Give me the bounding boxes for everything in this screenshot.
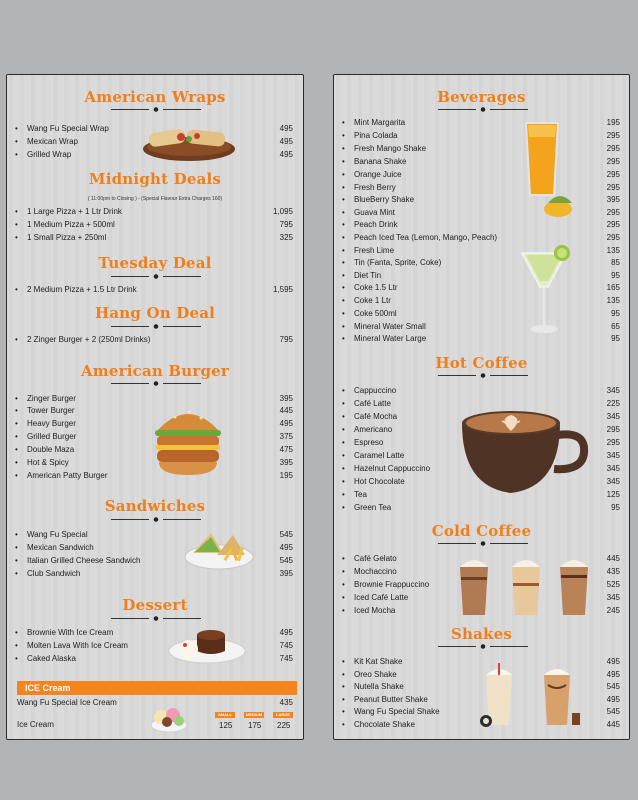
menu-item-label: Ice Cream	[17, 720, 54, 729]
menu-item: • Grilled Wrap 495	[15, 150, 293, 159]
price-large: 225	[277, 721, 291, 730]
menu-item: • Fresh Berry 295	[342, 183, 620, 192]
menu-item: • 2 Medium Pizza + 1.5 Ltr Drink 1,595	[15, 285, 293, 294]
juice-glass-illustration	[520, 119, 576, 225]
menu-item: • Mineral Water Small 65	[342, 322, 620, 331]
menu-item: • Wang Fu Special 545	[15, 530, 293, 539]
ice-cream-header-bar	[17, 681, 297, 695]
section-title-beverages: Beverages	[437, 88, 526, 106]
section-title-shakes: Shakes	[450, 625, 513, 643]
menu-panel-right	[333, 74, 630, 740]
title-flourish	[438, 541, 528, 546]
menu-item: • Mexican Wrap 495	[15, 137, 293, 146]
menu-item: • Guava Mint 295	[342, 208, 620, 217]
menu-item: • Hazelnut Cappuccino 345	[342, 464, 620, 473]
menu-item: • 1 Large Pizza + 1 Ltr Drink 1,095	[15, 207, 293, 216]
section-title-sandwiches: Sandwiches	[104, 497, 206, 515]
menu-item: • Peanut Butter Shake 495	[342, 695, 620, 704]
menu-item: • Italian Grilled Cheese Sandwich 545	[15, 556, 293, 565]
menu-item: • Brownie Frappuccino 525	[342, 580, 620, 589]
menu-item: • Mochaccino 435	[342, 567, 620, 576]
menu-item: • Diet Tin 95	[342, 271, 620, 280]
menu-item: • Caramel Latte 345	[342, 451, 620, 460]
section-title-american-wraps: American Wraps	[84, 88, 226, 106]
menu-item: • Zinger Burger 395	[15, 394, 293, 403]
section-note: ( 11:00pm to Closing ) - (Special Flavour Extra Charges 160)	[87, 196, 223, 202]
menu-item: • Wang Fu Special Shake 545	[342, 707, 620, 716]
section-title-hot-coffee: Hot Coffee	[435, 354, 528, 372]
menu-item: • Café Gelato 445	[342, 554, 620, 563]
section-title-cold-coffee: Cold Coffee	[431, 522, 532, 540]
menu-item: • Grilled Burger 375	[15, 432, 293, 441]
shake-illustration	[480, 663, 584, 729]
size-label-large: LARGE	[273, 712, 293, 718]
sandwich-illustration	[183, 525, 255, 571]
menu-item: • Iced Café Latte 345	[342, 593, 620, 602]
section-title-tuesday-deal: Tuesday Deal	[98, 254, 212, 272]
title-flourish	[438, 373, 528, 378]
title-flourish	[438, 644, 528, 649]
menu-item: • Brownie With Ice Cream 495	[15, 628, 293, 637]
menu-item: • Wang Fu Special Wrap 495	[15, 124, 293, 133]
burger-illustration	[151, 401, 225, 479]
menu-item: • 1 Small Pizza + 250ml 325	[15, 233, 293, 242]
menu-item: • Heavy Burger 495	[15, 419, 293, 428]
menu-item: • Club Sandwich 395	[15, 569, 293, 578]
wrap-illustration	[139, 119, 239, 163]
title-flourish	[438, 107, 528, 112]
menu-item: • Coke 500ml 95	[342, 309, 620, 318]
menu-item: • 1 Medium Pizza + 500ml 795	[15, 220, 293, 229]
menu-item: • Americano 295	[342, 425, 620, 434]
price-medium: 175	[248, 721, 262, 730]
menu-item: • Mexican Sandwich 495	[15, 543, 293, 552]
menu-item: • Banana Shake 295	[342, 157, 620, 166]
section-title-dessert: Dessert	[122, 596, 188, 614]
menu-item: • Pina Colada 295	[342, 131, 620, 140]
menu-item: • Hot & Spicy 395	[15, 458, 293, 467]
coffee-cup-illustration	[458, 409, 590, 499]
menu-item: • Tin (Fanta, Sprite, Coke) 85	[342, 258, 620, 267]
ice-cream-title: ICE Cream	[25, 683, 71, 693]
menu-item: • Fresh Lime 135	[342, 246, 620, 255]
juice-glass-illustration	[518, 239, 574, 339]
menu-item: • Iced Mocha 245	[342, 606, 620, 615]
menu-panel-left	[6, 74, 304, 740]
lava-cake-illustration	[167, 621, 247, 665]
menu-item: • Orange Juice 295	[342, 170, 620, 179]
menu-item: • Green Tea 95	[342, 503, 620, 512]
menu-item: • Oreo Shake 495	[342, 670, 620, 679]
menu-item: • Tower Burger 445	[15, 406, 293, 415]
menu-item: • Café Mocha 345	[342, 412, 620, 421]
menu-item: • Coke 1 Ltr 135	[342, 296, 620, 305]
title-flourish	[111, 517, 201, 522]
section-title-hang-on-deal: Hang On Deal	[94, 304, 216, 322]
menu-item: • Kit Kat Shake 495	[342, 657, 620, 666]
title-flourish	[111, 274, 201, 279]
title-flourish	[111, 107, 201, 112]
title-flourish	[111, 324, 201, 329]
menu-item: • Double Maza 475	[15, 445, 293, 454]
menu-item: • BlueBerry Shake 395	[342, 195, 620, 204]
menu-item: • American Patty Burger 195	[15, 471, 293, 480]
menu-item: • Fresh Mango Shake 295	[342, 144, 620, 153]
menu-item: • Nutella Shake 545	[342, 682, 620, 691]
section-title-midnight-deals: Midnight Deals	[88, 170, 222, 188]
size-label-medium: MEDIUM	[245, 712, 263, 717]
menu-item: • Caked Alaska 745	[15, 654, 293, 663]
ice-cream-illustration	[149, 703, 189, 733]
menu-item: • Peach Iced Tea (Lemon, Mango, Peach) 295	[342, 233, 620, 242]
menu-item: • Cappuccino 345	[342, 386, 620, 395]
menu-item: • Espreso 295	[342, 438, 620, 447]
menu-item: • Coke 1.5 Ltr 165	[342, 283, 620, 292]
cold-coffee-illustration	[456, 553, 596, 619]
price-small: 125	[219, 721, 233, 730]
menu-item: • Molten Lava With Ice Cream 745	[15, 641, 293, 650]
menu-item: Wang Fu Special Ice Cream 435	[17, 698, 293, 707]
menu-item: • Mineral Water Large 95	[342, 334, 620, 343]
menu-item: • Chocolate Shake 445	[342, 720, 620, 729]
menu-item: • Hot Chocolate 345	[342, 477, 620, 486]
menu-item: • Peach Drink 295	[342, 220, 620, 229]
menu-item: • Café Latte 225	[342, 399, 620, 408]
section-title-american-burger: American Burger	[80, 362, 230, 380]
menu-item: • 2 Zinger Burger + 2 (250ml Drinks) 795	[15, 335, 293, 344]
title-flourish	[111, 381, 201, 386]
menu-item: • Tea 125	[342, 490, 620, 499]
menu-item: • Mint Margarita 195	[342, 118, 620, 127]
size-label-small: SMALL	[215, 712, 235, 718]
